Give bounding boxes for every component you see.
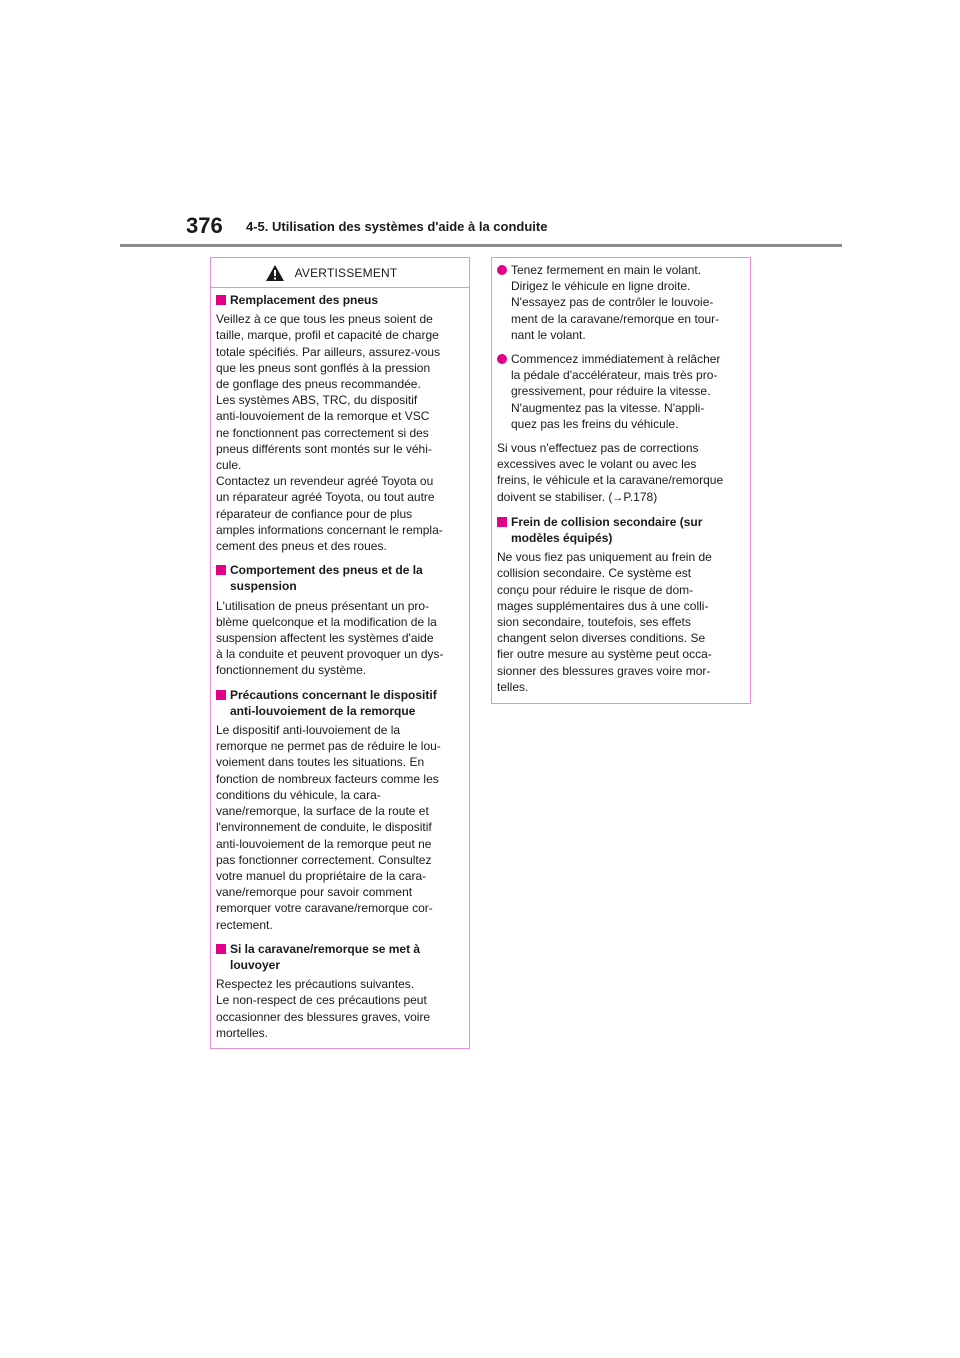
warning-title: AVERTISSEMENT: [294, 265, 398, 280]
header-rule: [120, 244, 842, 247]
circle-bullet-icon: [497, 354, 507, 364]
warning-box: [210, 257, 470, 1049]
warning-header: [211, 258, 469, 288]
heading-text: Remplacement des pneus: [230, 293, 379, 307]
warning-content: [211, 288, 469, 1041]
list-item: [497, 351, 744, 432]
heading-text: Frein de collision secondaire (sur modèles équipés): [511, 514, 703, 546]
para-tire-replacement: Veillez à ce que tous les pneus soient de taille, marque, profil et capacité de charge totale spécifiés. Par ailleurs, assurez-vous que les pneus sont gonflés à la pression de gonflage des pneus recommandée. Les systèmes ABS, TRC, du dispositif anti-louvoiement de la remorque et VSC ne fonctionnent pas correctement si des pneus différents sont montés sur le véhi- cule. Contactez un revendeur agréé Toyota ou un réparateur agréé Toyota, ou tout autre réparateur de confiance pour de plus amples informations concernant le rempla- cement des pneus et des roues.: [216, 312, 443, 554]
continuation-box: [491, 257, 751, 704]
warning-triangle-icon: [265, 264, 285, 282]
para-trailer-sway: Respectez les précautions suivantes. Le non-respect de ces précautions peut occasionner des blessures graves, voire mortelles.: [216, 977, 431, 1040]
square-bullet-icon: [497, 517, 507, 527]
square-bullet-icon: [216, 944, 226, 954]
heading-tire-behavior: [216, 562, 463, 594]
para-secondary-collision-brake: Ne vous fiez pas uniquement au frein de collision secondaire. Ce système est conçu pour réduire le risque de dom- mages supplémentaires dus à une colli- sion secondaire, toutefois, ses effets changent selon diverses conditions. Se fier outre mesure au système peut occa- sionner des blessures graves voire mor- telles.: [497, 550, 712, 694]
section-title: 4-5. Utilisation des systèmes d'aide à la conduite: [246, 219, 548, 234]
arrow-right-icon: →: [612, 491, 624, 504]
continuation-content: [492, 258, 750, 695]
square-bullet-icon: [216, 690, 226, 700]
bullet-text: Commencez immédiatement à relâcher la pédale d'accélérateur, mais très pro- gressivement, pour réduire la vitesse. N'augmentez pas la vitesse. N'appli- quez pas les freins du véhicule.: [511, 352, 721, 431]
para-tire-behavior: L'utilisation de pneus présentant un pro- blème quelconque et la modification de la suspension affectent les systèmes d'aide à la conduite et peuvent provoquer un dys- fonctionnement du système.: [216, 598, 444, 678]
circle-bullet-icon: [497, 265, 507, 275]
list-item: [497, 262, 744, 343]
page-number: 376: [186, 213, 223, 238]
heading-text: Comportement des pneus et de la suspension: [230, 563, 423, 594]
heading-text: Précautions concernant le dispositif anti-louvoiement de la remorque: [230, 687, 437, 718]
square-bullet-icon: [216, 565, 226, 575]
para-stabilize-text: Si vous n'effectuez pas de corrections excessives avec le volant ou avec les freins, le véhicule et la caravane/remorque doivent se stabiliser. (: [497, 441, 724, 504]
square-bullet-icon: [216, 295, 226, 305]
para-stabilize: [497, 440, 744, 506]
heading-trailer-sway: [216, 941, 463, 973]
para-anti-sway: Le dispositif anti-louvoiement de la remorque ne permet pas de réduire le lou- voiement dans toutes les situations. En fonction de nombreux facteurs comme les conditions du véhicule, la cara- vane/remorque, la surface de la route et l'environnement de conduite, le dispositif anti-louvoiement de la remorque peut ne pas fonctionner correctement. Consultez votre manuel du propriétaire de la cara- vane/remorque pour savoir comment remorquer votre caravane/remorque cor- rectement.: [216, 723, 441, 932]
heading-secondary-collision-brake: [497, 514, 744, 546]
heading-anti-sway: [216, 687, 463, 719]
page-reference-link[interactable]: P.178): [623, 489, 658, 504]
heading-text: Si la caravane/remorque se met à louvoyer: [230, 941, 421, 972]
heading-tire-replacement: [216, 292, 463, 308]
bullet-text: Tenez fermement en main le volant. Dirigez le véhicule en ligne droite. N'essayez pas de contrôler le louvoie- ment de la caravane/remorque en tour- nant le volant.: [511, 263, 720, 342]
